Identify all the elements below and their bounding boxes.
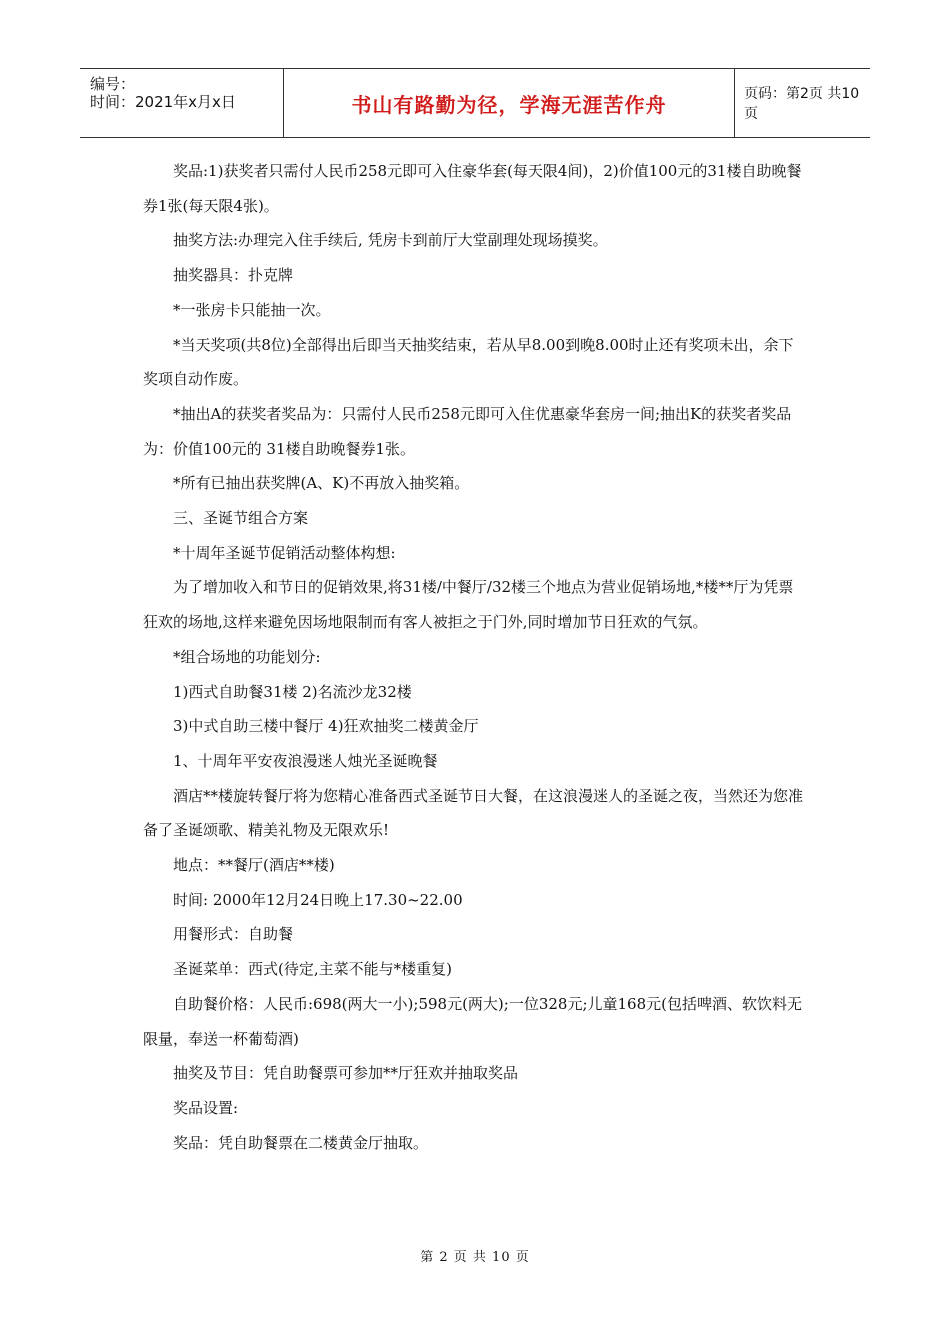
paragraph: 抽奖方法:办理完入住手续后, 凭房卡到前厅大堂副理处现场摸奖。 — [173, 231, 608, 250]
paragraph: 抽奖及节目：凭自助餐票可参加**厅狂欢并抽取奖品 — [173, 1064, 519, 1083]
paragraph: *十周年圣诞节促销活动整体构想: — [173, 543, 396, 562]
header-page-cell — [734, 69, 870, 137]
paragraph: 1)西式自助餐31楼 2)名流沙龙32楼 — [173, 682, 412, 701]
subsection-heading: 1、十周年平安夜浪漫迷人烛光圣诞晚餐 — [173, 751, 438, 770]
paragraph: 抽奖器具：扑克牌 — [173, 266, 294, 285]
paragraph: 奖品设置: — [173, 1098, 239, 1117]
page-label: 页码：第2页 共10页 — [744, 86, 860, 122]
paragraph: 奖品:1)获奖者只需付人民币258元即可入住豪华套(每天限4间)，2)价值100元的31楼自助晚餐券1张(每天限4张)。 — [143, 162, 802, 215]
number-label: 编号： — [90, 75, 136, 93]
paragraph: 时间: 2000年12月24日晚上17.30~22.00 — [173, 890, 463, 909]
page-footer: 第 2 页 共 10 页 — [420, 1250, 530, 1265]
paragraph: 地点：**餐厅(酒店**楼) — [173, 856, 335, 875]
paragraph: *所有已抽出获奖牌(A、K)不再放入抽奖箱。 — [173, 474, 470, 493]
paragraph: *当天奖项(共8位)全部得出后即当天抽奖结束，若从早8.00到晚8.00时止还有奖项未出，余下奖项自动作废。 — [143, 335, 794, 389]
paragraph: 用餐形式：自助餐 — [173, 925, 294, 944]
paragraph: 圣诞菜单：西式(待定,主菜不能与*楼重复) — [173, 960, 452, 979]
paragraph: 酒店**楼旋转餐厅将为您精心准备西式圣诞节日大餐，在这浪漫迷人的圣诞之夜，当然还为您准备了圣诞颂歌、精美礼物及无限欢乐! — [143, 786, 804, 840]
paragraph: 为了增加收入和节日的促销效果,将31楼/中餐厅/32楼三个地点为营业促销场地,*楼**厅为凭票狂欢的场地,这样来避免因场地限制而有客人被拒之于门外,同时增加节日狂欢的气氛。 — [143, 578, 794, 632]
paragraph: *组合场地的功能划分: — [173, 647, 321, 666]
page-header — [80, 68, 870, 138]
paragraph: 奖品：凭自助餐票在二楼黄金厅抽取。 — [173, 1133, 429, 1152]
document-body — [143, 154, 808, 1160]
paragraph: 自助餐价格：人民币:698(两大一小);598元(两大);一位328元;儿童168元(包括啤酒、软饮料无限量，奉送一杯葡萄酒) — [143, 994, 802, 1048]
time-label: 时间：2021年x月x日 — [90, 93, 236, 111]
section-heading: 三、圣诞节组合方案 — [173, 509, 309, 528]
paragraph: 3)中式自助三楼中餐厅 4)狂欢抽奖二楼黄金厅 — [173, 717, 479, 736]
header-motto-cell — [283, 69, 735, 137]
header-meta — [80, 69, 282, 137]
paragraph: *抽出A的获奖者奖品为：只需付人民币258元即可入住优惠豪华套房一间;抽出K的获奖者奖品为：价值100元的 31楼自助晚餐券1张。 — [143, 404, 792, 458]
paragraph: *一张房卡只能抽一次。 — [173, 300, 331, 319]
motto-text: 书山有路勤为径，学海无涯苦作舟 — [351, 92, 667, 117]
